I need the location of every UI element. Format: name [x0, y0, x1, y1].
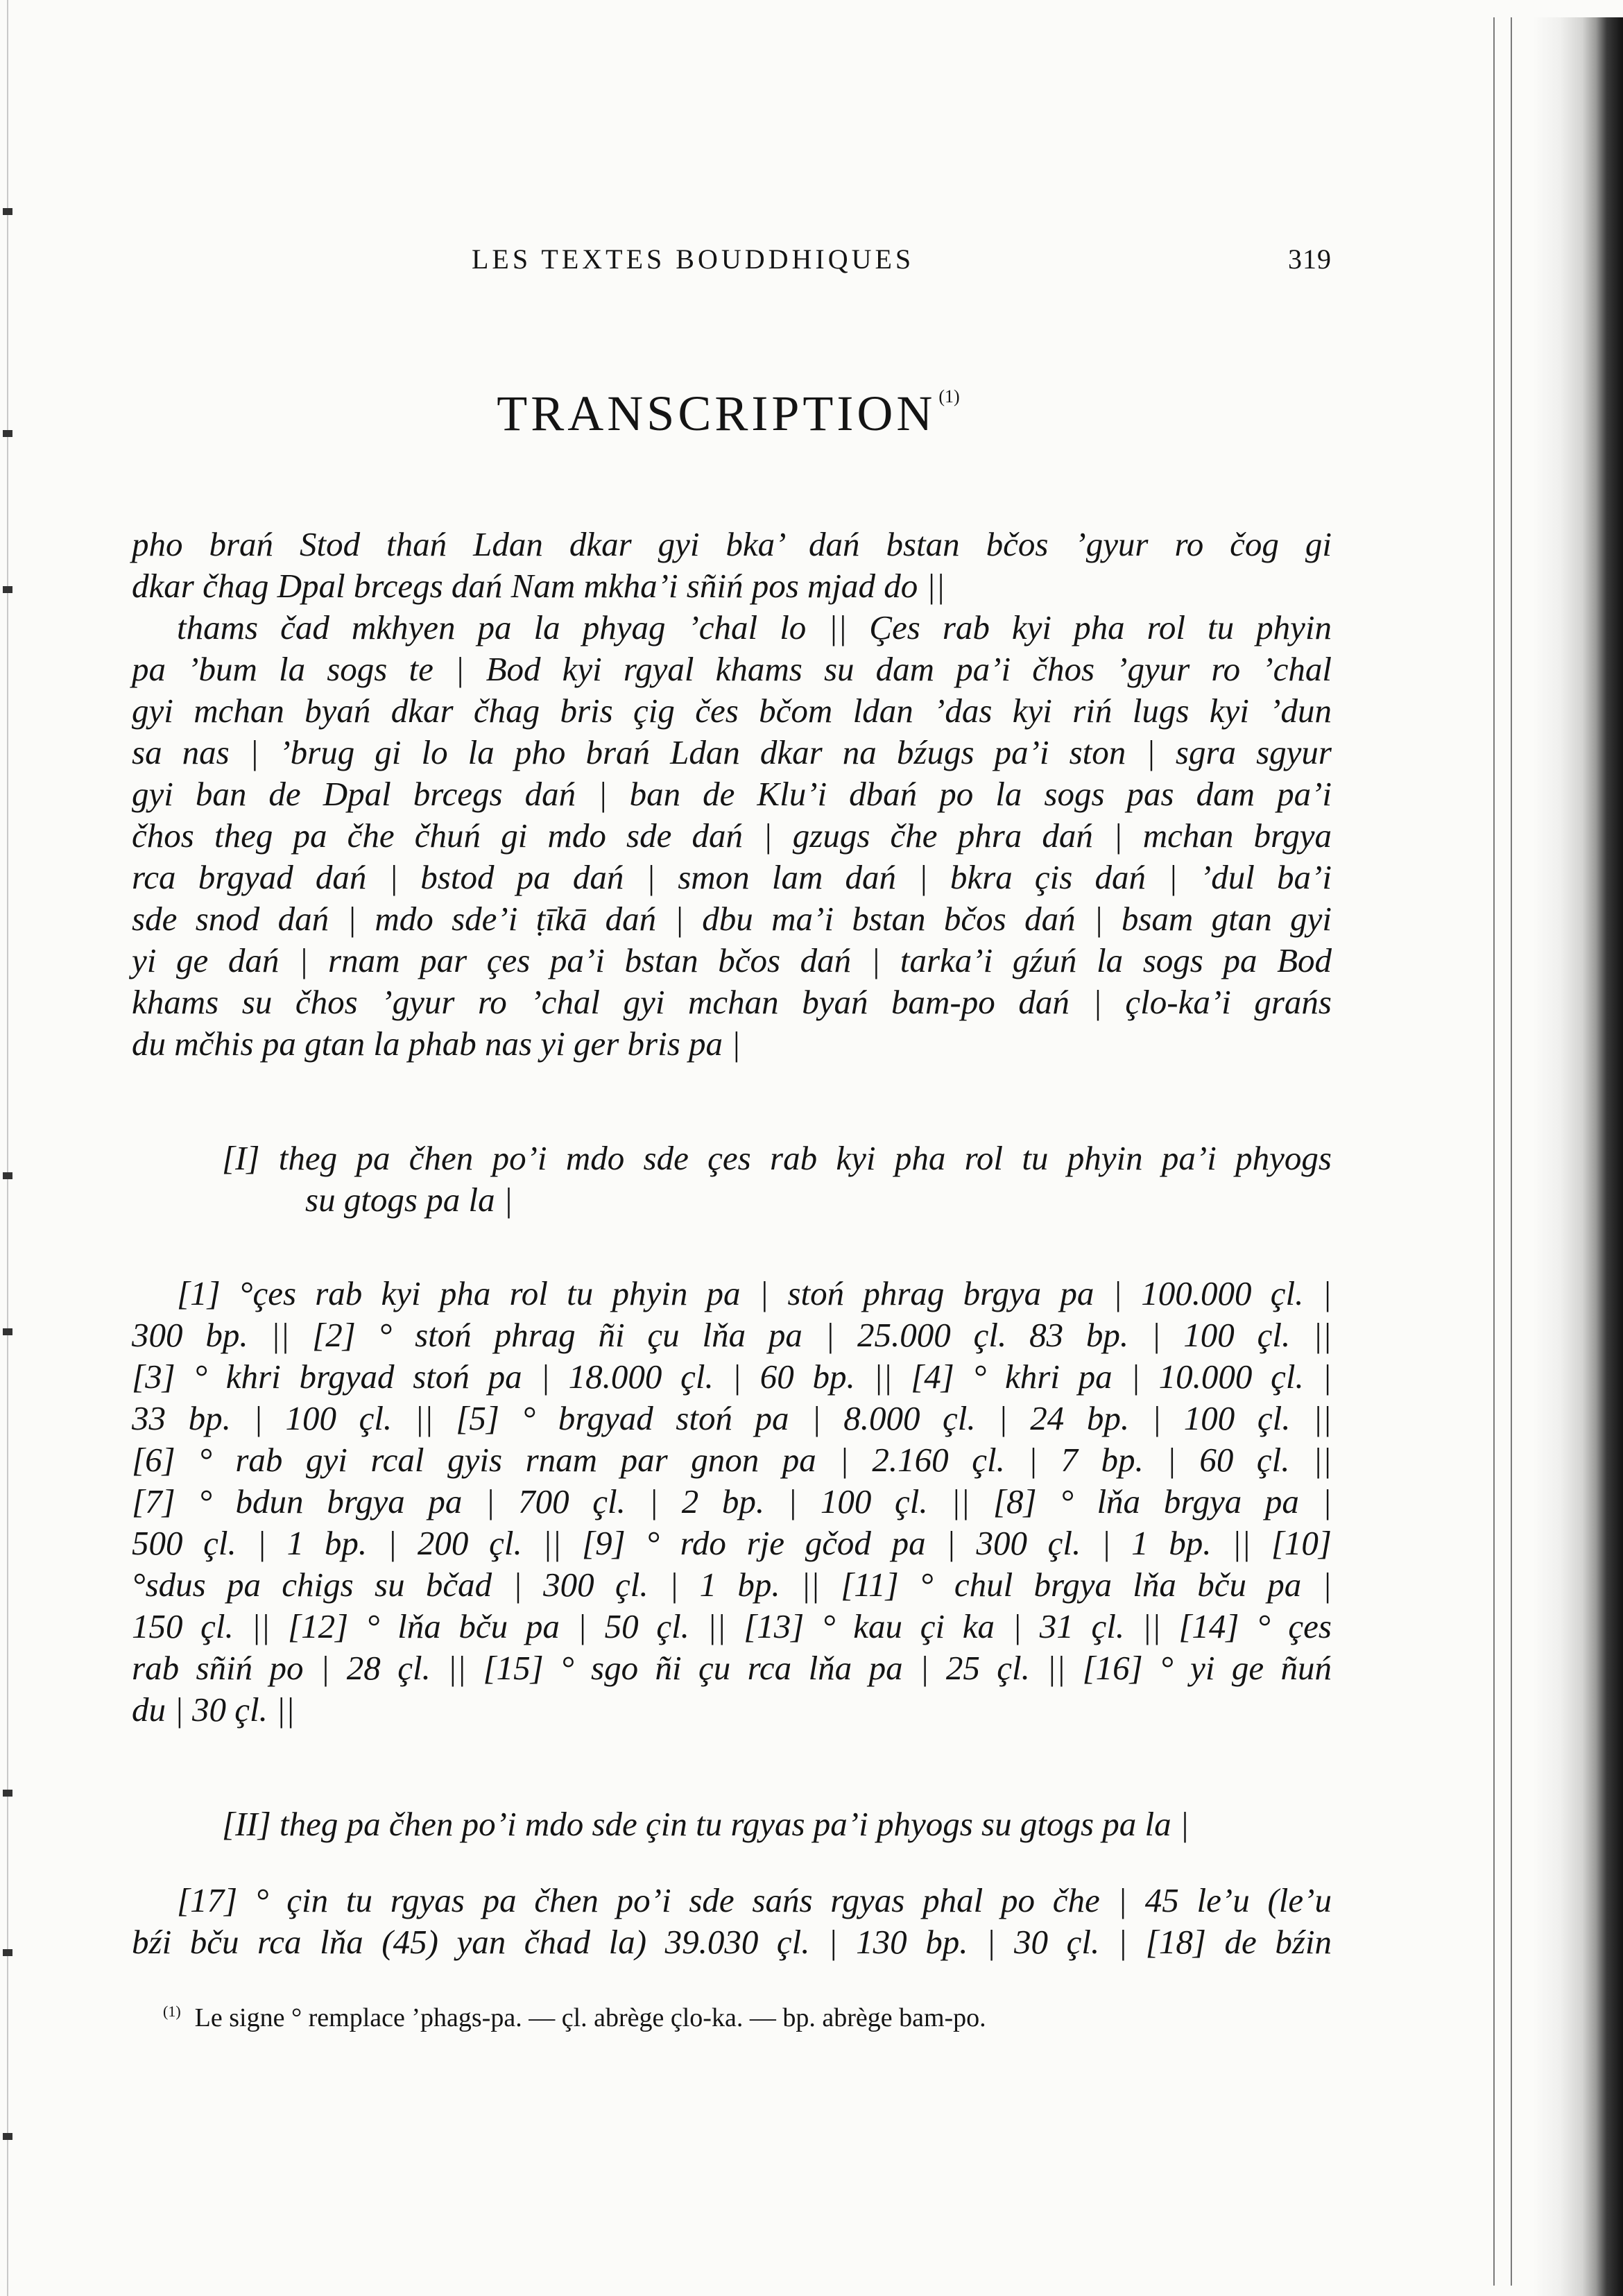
- margin-mark: [3, 2133, 12, 2140]
- footnote-reference: (1): [938, 386, 960, 406]
- footnote-text: Le signe ° remplace ’phags-pa. — çl. abrège çlo-ka. — bp. abrège bam-po.: [194, 2003, 986, 2032]
- section-heading-line: [II] theg pa čhen po’i mdo sde çin tu rgyas pa’i phyogs su gtogs pa la |: [222, 1805, 1190, 1843]
- entry-line: [7] ° bdun brgya pa | 700 çl. | 2 bp. | 100 çl. || [8] ° lňa brgya pa |: [132, 1482, 1332, 1520]
- binding-line: [1493, 17, 1495, 2286]
- margin-mark: [3, 1790, 12, 1797]
- text-line: rca brgyad dań | bstod pa dań | smon lam dań | bkra çis dań | ’dul ba’i: [132, 858, 1332, 896]
- running-title: LES TEXTES BOUDDHIQUES: [472, 243, 915, 275]
- text-line: sa nas | ’brug gi lo la pho brań Ldan dkar na bźugs pa’i ston | sgra sgyur: [132, 733, 1332, 771]
- entry-line: 33 bp. | 100 çl. || [5] ° brgyad stoń pa | 8.000 çl. | 24 bp. | 100 çl. ||: [132, 1399, 1332, 1437]
- binding-line: [1511, 17, 1512, 2286]
- entry-line: °sdus pa chigs su bčad | 300 çl. | 1 bp. || [11] ° chul brgya lňa bču pa |: [132, 1566, 1332, 1604]
- entry-line: bźi bču rca lňa (45) yan čhad la) 39.030 çl. | 130 bp. | 30 çl. | [18] de bźin: [132, 1923, 1332, 1961]
- entry-line: rab sñiń po | 28 çl. || [15] ° sgo ñi çu rca lňa pa | 25 çl. || [16] ° yi ge ñuń: [132, 1649, 1332, 1687]
- entry-line: 500 çl. | 1 bp. | 200 çl. || [9] ° rdo rje gčod pa | 300 çl. | 1 bp. || [10]: [132, 1524, 1332, 1562]
- text-line: pa ’bum la sogs te | Bod kyi rgyal khams su dam pa’i čhos ’gyur ro ’chal: [132, 650, 1332, 688]
- page-title: [0, 385, 1457, 443]
- text-line: yi ge dań | rnam par çes pa’i bstan bčos dań | tarka’i gźuń la sogs pa Bod: [132, 941, 1332, 979]
- text-line: khams su čhos ’gyur ro ’chal gyi mchan byań bam-po dań | çlo-ka’i grańs: [132, 983, 1332, 1021]
- entry-line: [3] ° khri brgyad stoń pa | 18.000 çl. | 60 bp. || [4] ° khri pa | 10.000 çl. |: [132, 1357, 1332, 1396]
- text-line: čhos theg pa čhe čhuń gi mdo sde dań | gzugs čhe phra dań | mchan brgya: [132, 816, 1332, 855]
- footnote: [163, 1994, 986, 2035]
- page-binding-edge: [1533, 17, 1623, 2296]
- footnote-mark: (1): [163, 2003, 181, 2020]
- entry-line: [1] °çes rab kyi pha rol tu phyin pa | stoń phrag brgya pa | 100.000 çl. |: [177, 1274, 1332, 1312]
- margin-mark: [3, 1949, 12, 1956]
- text-line: gyi ban de Dpal brcegs dań | ban de Klu’i dbań po la sogs pas dam pa’i: [132, 775, 1332, 813]
- entry-line: 150 çl. || [12] ° lňa bču pa | 50 çl. || [13] ° kau çi ka | 31 çl. || [14] ° çes: [132, 1607, 1332, 1645]
- entry-line: [17] ° çin tu rgyas pa čhen po’i sde sańs rgyas phal po čhe | 45 le’u (le’u: [177, 1881, 1332, 1919]
- text-line: pho brań Stod thań Ldan dkar gyi bka’ dań bstan bčos ’gyur ro čog gi: [132, 525, 1332, 563]
- section-heading-line: su gtogs pa la |: [305, 1181, 513, 1219]
- entry-line: 300 bp. || [2] ° stoń phrag ñi çu lňa pa | 25.000 çl. 83 bp. | 100 çl. ||: [132, 1316, 1332, 1354]
- text-line: sde snod dań | mdo sde’i ṭīkā dań | dbu ma’i bstan bčos dań | bsam gtan gyi: [132, 900, 1332, 938]
- margin-mark: [3, 586, 12, 593]
- margin-mark: [3, 208, 12, 215]
- entry-line: du | 30 çl. ||: [132, 1690, 295, 1729]
- text-line: gyi mchan byań dkar čhag bris çig čes bčom ldan ’das kyi riń lugs kyi ’dun: [132, 692, 1332, 730]
- entry-line: [6] ° rab gyi rcal gyis rnam par gnon pa | 2.160 çl. | 7 bp. | 60 çl. ||: [132, 1441, 1332, 1479]
- margin-mark: [3, 1172, 12, 1179]
- text-line: thams čad mkhyen pa la phyag ’chal lo || Çes rab kyi pha rol tu phyin: [177, 608, 1332, 646]
- section-heading-line: [I] theg pa čhen po’i mdo sde çes rab kyi pha rol tu phyin pa’i phyogs: [222, 1139, 1332, 1177]
- running-header: [472, 243, 1332, 277]
- margin-mark: [3, 1328, 12, 1335]
- page-number: 319: [1288, 243, 1332, 275]
- text-line: dkar čhag Dpal brcegs dań Nam mkha’i sñiń pos mjad do ||: [132, 567, 945, 605]
- text-line: du mčhis pa gtan la phab nas yi ger bris pa |: [132, 1025, 741, 1063]
- page-title-text: TRANSCRIPTION: [497, 386, 936, 441]
